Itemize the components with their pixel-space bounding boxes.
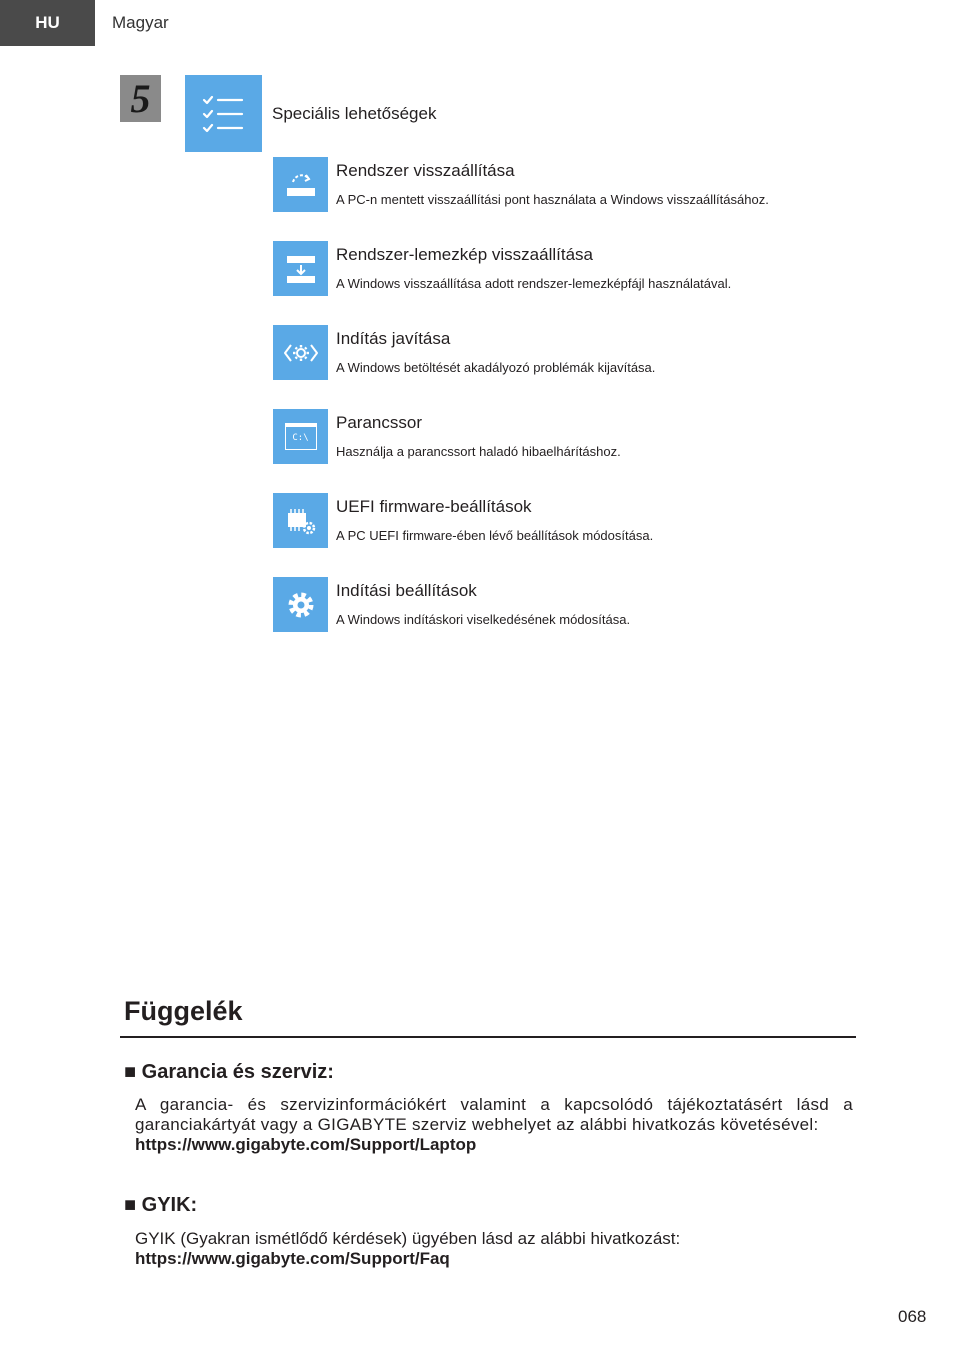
option-command-prompt[interactable] — [273, 409, 873, 465]
option-system-restore[interactable] — [273, 157, 873, 213]
option-title: UEFI firmware-beállítások — [336, 497, 532, 516]
faq-text: GYIK (Gyakran ismétlődő kérdések) ügyében lásd az alábbi hivatkozást: — [135, 1229, 681, 1248]
option-startup-settings[interactable] — [273, 577, 873, 633]
option-desc: A Windows betöltését akadályozó problémák kijavítása. — [336, 360, 656, 375]
option-startup-repair[interactable] — [273, 325, 873, 381]
option-desc: A PC-n mentett visszaállítási pont használata a Windows visszaállításához. — [336, 192, 769, 207]
option-title: Indítási beállítások — [336, 581, 477, 600]
image-recovery-icon — [273, 241, 328, 296]
language-name: Magyar — [112, 13, 169, 32]
startup-repair-icon — [273, 325, 328, 380]
option-image-recovery[interactable] — [273, 241, 873, 297]
prompt-text: C:\ — [285, 423, 317, 450]
option-desc: A Windows visszaállítása adott rendszer-lemezképfájl használatával. — [336, 276, 732, 291]
option-title: Rendszer-lemezkép visszaállítása — [336, 245, 593, 264]
option-title: Indítás javítása — [336, 329, 451, 348]
language-tab: HU — [0, 0, 95, 46]
option-title: Parancssor — [336, 413, 422, 432]
faq-link[interactable]: https://www.gigabyte.com/Support/Faq — [135, 1249, 450, 1268]
faq-section — [135, 1229, 853, 1269]
step-number: 5 — [120, 75, 161, 122]
option-desc: A PC UEFI firmware-ében lévő beállítások módosítása. — [336, 528, 654, 543]
warranty-heading: ■ Garancia és szerviz: — [124, 1061, 334, 1083]
appendix-title: Függelék — [124, 996, 243, 1026]
command-prompt-icon — [273, 409, 328, 464]
system-restore-icon — [273, 157, 328, 212]
option-desc: Használja a parancssort haladó hibaelhárításhoz. — [336, 444, 621, 459]
option-uefi-firmware[interactable] — [273, 493, 873, 549]
page-number: 068 — [898, 1307, 927, 1326]
faq-heading: ■ GYIK: — [124, 1194, 198, 1216]
checklist-icon — [185, 75, 262, 152]
gear-icon — [273, 577, 328, 632]
section-divider — [120, 1036, 856, 1038]
option-desc: A Windows indításkori viselkedésének módosítása. — [336, 612, 631, 627]
warranty-section — [135, 1095, 853, 1155]
page-title: Speciális lehetőségek — [272, 104, 437, 123]
option-title: Rendszer visszaállítása — [336, 161, 515, 180]
uefi-firmware-icon — [273, 493, 328, 548]
warranty-link[interactable]: https://www.gigabyte.com/Support/Laptop — [135, 1135, 477, 1154]
warranty-text: A garancia- és szervizinformációkért valamint a kapcsolódó tájékoztatásért lásd a garanciakártyát vagy a GIGABYTE szerviz webhelyet az alábbi hivatkozás követésével: — [135, 1095, 853, 1134]
